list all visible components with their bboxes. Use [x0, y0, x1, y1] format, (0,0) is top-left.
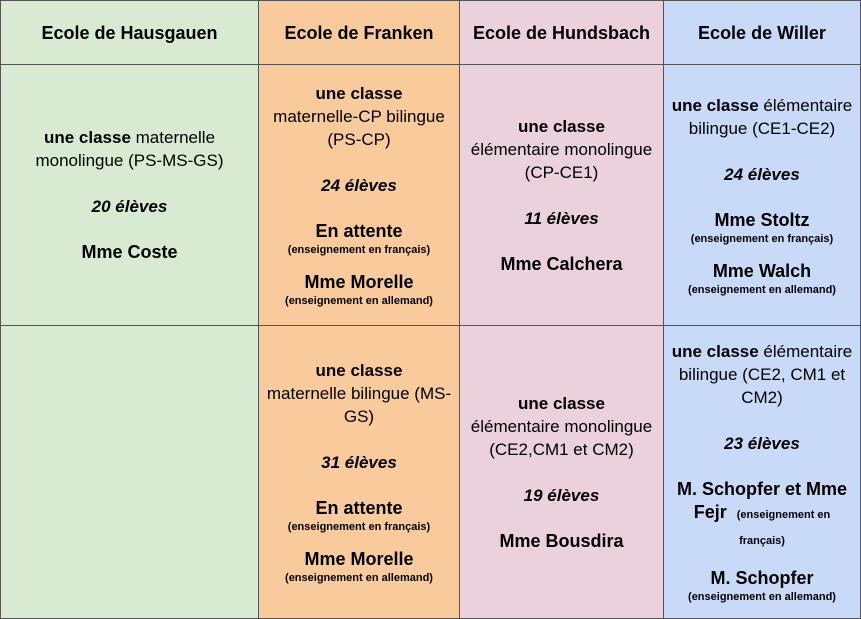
student-count: 23 élèves	[724, 434, 800, 453]
teacher-name: Mme Coste	[81, 242, 178, 262]
teacher-name: Mme Morelle	[304, 549, 414, 569]
teaching-language-note: (enseignement en français)	[287, 521, 431, 533]
teacher-name: Mme Morelle	[304, 272, 414, 292]
student-count: 11 élèves	[524, 208, 599, 228]
student-count: 24 élèves	[724, 164, 800, 184]
teacher-name: En attente	[315, 221, 403, 241]
table-row	[1, 326, 861, 619]
student-count: 19 élèves	[523, 485, 600, 505]
cell-franken-2	[259, 326, 460, 619]
class-description: une classe maternelle monolingue (PS-MS-GS)	[35, 128, 224, 170]
cell-hausgauen-2	[1, 326, 259, 619]
class-description: élémentaire monolingue (CE2,CM1 et CM2)	[470, 416, 653, 459]
cell-willer-1	[664, 65, 861, 326]
cell-hundsbach-2	[460, 326, 664, 619]
table-row	[1, 65, 861, 326]
teaching-language-note: (enseignement en allemand)	[285, 295, 433, 307]
student-count: 20 élèves	[91, 197, 168, 216]
teacher-name: Mme Bousdira	[499, 530, 624, 551]
teacher-line	[670, 478, 854, 553]
class-label: une classe	[315, 361, 403, 380]
teaching-language-note: (enseignement en français)	[287, 244, 431, 256]
teaching-language-note: (enseignement en français)	[736, 509, 831, 547]
student-count: 24 élèves	[321, 176, 397, 195]
header-hundsbach: Ecole de Hundsbach	[460, 1, 664, 65]
teacher-name: En attente	[315, 498, 403, 518]
header-franken: Ecole de Franken	[259, 1, 460, 65]
teacher-name: M. Schopfer et Mme Fejr	[676, 479, 848, 522]
class-description: maternelle-CP bilingue (PS-CP)	[273, 107, 445, 149]
teaching-language-note: (enseignement en français)	[690, 232, 834, 245]
class-label: une classe	[315, 84, 403, 103]
cell-hundsbach-1	[460, 65, 664, 326]
teaching-language-note: (enseignement en allemand)	[688, 283, 836, 296]
teacher-name: Mme Calchera	[500, 253, 623, 274]
class-description: une classe élémentaire bilingue (CE2, CM1 et CM2)	[671, 342, 853, 407]
cell-franken-1	[259, 65, 460, 326]
class-description: maternelle bilingue (MS-GS)	[266, 384, 452, 426]
teaching-language-note: (enseignement en allemand)	[688, 591, 836, 603]
cell-willer-2	[664, 326, 861, 619]
class-label: une classe	[518, 393, 605, 413]
teacher-name: M. Schopfer	[710, 568, 814, 588]
header-hausgauen: Ecole de Hausgauen	[1, 1, 259, 65]
header-willer: Ecole de Willer	[664, 1, 861, 65]
class-description: une classe élémentaire bilingue (CE1-CE2)	[671, 95, 853, 138]
cell-hausgauen-1	[1, 65, 259, 326]
teaching-language-note: (enseignement en allemand)	[285, 572, 433, 584]
teacher-name: Mme Stoltz	[714, 209, 810, 230]
student-count: 31 élèves	[321, 453, 397, 472]
header-row	[1, 1, 861, 65]
class-label: une classe	[518, 116, 605, 136]
class-description: élémentaire monolingue (CP-CE1)	[470, 139, 653, 182]
teacher-name: Mme Walch	[712, 260, 812, 281]
